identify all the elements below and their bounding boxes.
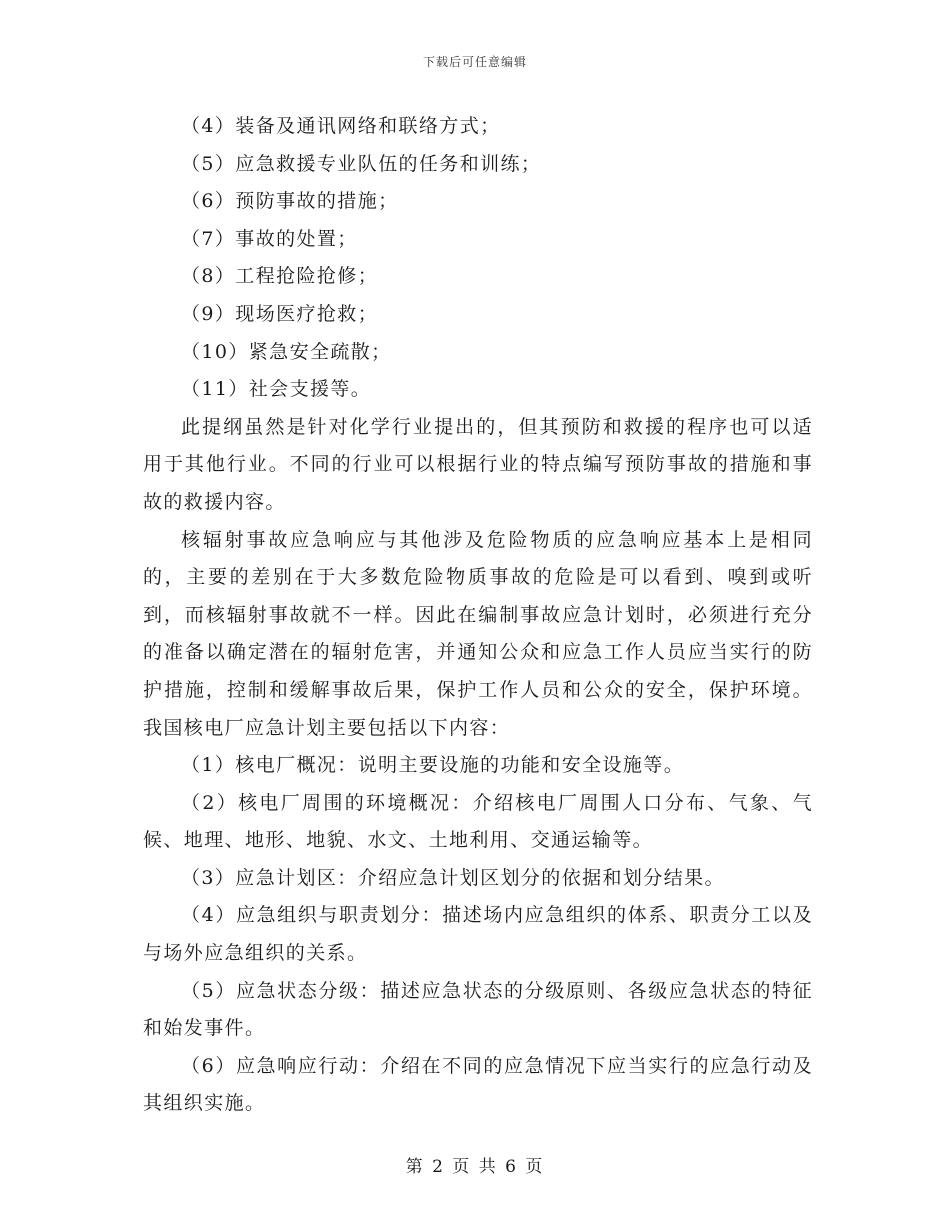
- list-item-onsite-medical-rescue: （9）现场医疗抢救；: [181, 302, 379, 325]
- list-item-planning-zone: （3）应急计划区：介绍应急计划区划分的依据和划分结果。: [181, 866, 725, 889]
- list-item-plant-overview: （1）核电厂概况：说明主要设施的功能和安全设施等。: [181, 754, 685, 777]
- list-item-accident-prevention: （6）预防事故的措施；: [181, 190, 399, 213]
- paragraph-nuclear-emergency-response: 核辐射事故应急响应与其他涉及危险物质的应急响应基本上是相同的，主要的差别在于大多数危险物质事故的危险是可以看到、嗅到或听到，而核辐射事故就不一样。因此在编制事故应急计划时，必须进行充分的准备以确定潜在的辐射危害，并通知公众和应急工作人员应当实行的防护措施，控制和缓解事故后果，保护工作人员和公众的安全，保护环境。我国核电厂应急计划主要包括以下内容：: [143, 528, 813, 739]
- document-body: [143, 108, 813, 1123]
- list-item-social-support: （11）社会支援等。: [181, 378, 372, 401]
- list-item-accident-handling: （7）事故的处置；: [181, 227, 358, 250]
- list-item-emergency-evacuation: （10）紧急安全疏散；: [181, 340, 392, 363]
- list-item-organization-duties: （4）应急组织与职责划分：描述场内应急组织的体系、职责分工以及与场外应急组织的关系。: [143, 904, 813, 965]
- list-item-engineering-repair: （8）工程抢险抢修；: [181, 265, 379, 288]
- page-number-footer: 第 2 页 共 6 页: [405, 1157, 545, 1177]
- page-header-note: 下载后可任意编辑: [422, 55, 527, 69]
- list-item-environment-overview: （2）核电厂周围的环境概况：介绍核电厂周围人口分布、气象、气候、地理、地形、地貌、水文、土地利用、交通运输等。: [143, 791, 813, 852]
- list-item-emergency-classification: （5）应急状态分级：描述应急状态的分级原则、各级应急状态的特征和始发事件。: [143, 979, 813, 1040]
- list-item-rescue-team-training: （5）应急救援专业队伍的任务和训练；: [181, 152, 542, 175]
- paragraph-outline-applicability: 此提纲虽然是针对化学行业提出的，但其预防和救援的程序也可以适用于其他行业。不同的行业可以根据行业的特点编写预防事故的措施和事故的救援内容。: [143, 415, 813, 513]
- list-item-response-actions: （6）应急响应行动：介绍在不同的应急情况下应当实行的应急行动及其组织实施。: [143, 1054, 813, 1115]
- list-item-equipment-communication: （4）装备及通讯网络和联络方式；: [181, 115, 501, 137]
